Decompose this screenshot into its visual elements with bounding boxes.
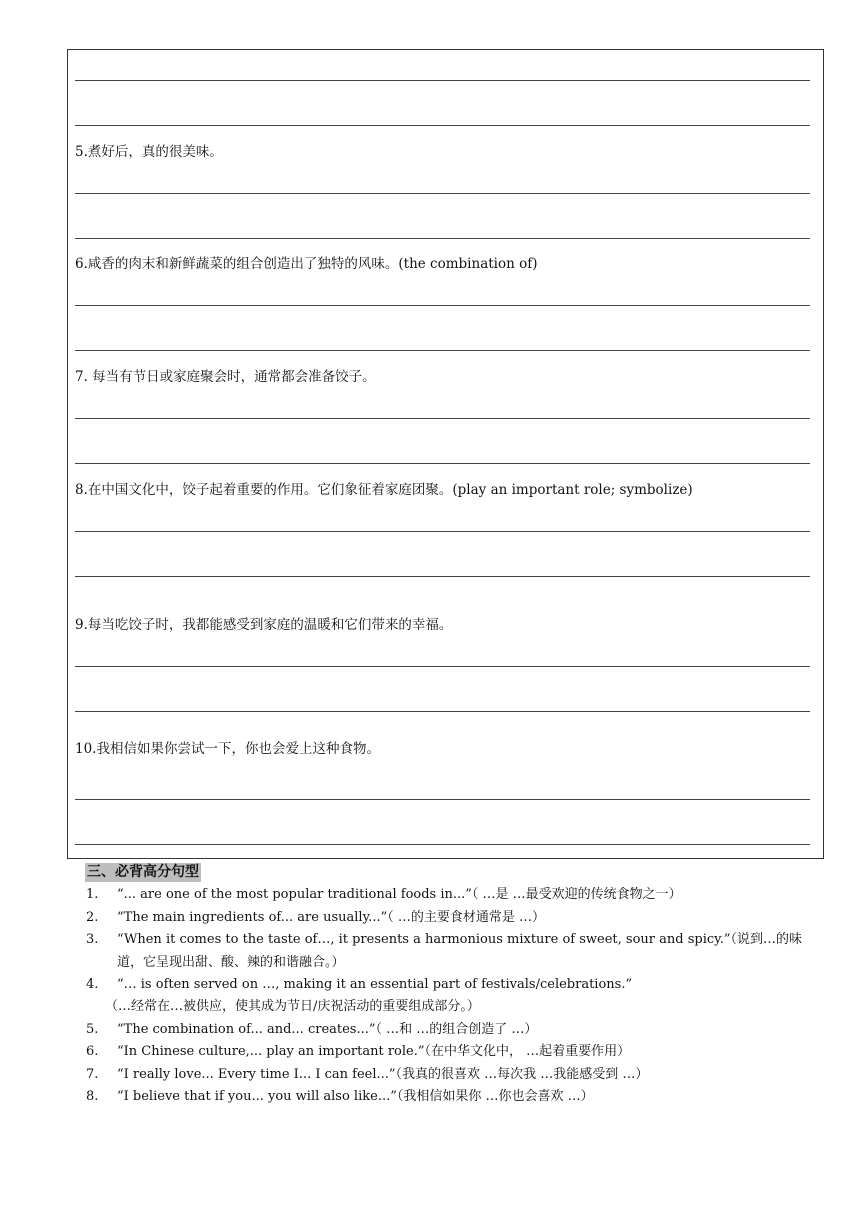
item-text: “I really love... Every time I... I can feel...”（我真的很喜欢 …每次我 …我能感受到 …）	[117, 1067, 649, 1082]
item-text: “When it comes to the taste of…, it presents a harmonious mixture of sweet, sour and spicy.”（说到…的味	[117, 932, 803, 947]
question-7: 7. 每当有节日或家庭聚会时，通常都会准备饺子。	[75, 369, 376, 385]
section-title: 三、必背高分句型	[87, 864, 199, 880]
answer-line	[75, 844, 810, 845]
item-text: “... are one of the most popular traditional foods in...”（ …是 …最受欢迎的传统食物之一）	[117, 887, 682, 902]
answer-line	[75, 350, 810, 351]
item-text: “The main ingredients of... are usually...”（ …的主要食材通常是 …）	[117, 910, 545, 925]
answer-line	[75, 418, 810, 419]
answer-line	[75, 576, 810, 577]
item-text: “In Chinese culture,... play an important role.”（在中华文化中， …起着重要作用）	[117, 1044, 631, 1059]
item-number: 8.	[86, 1089, 99, 1104]
answer-line	[75, 238, 810, 239]
question-6: 6.咸香的肉末和新鲜蔬菜的组合创造出了独特的风味。(the combination of)	[75, 256, 538, 272]
answer-line	[75, 125, 810, 126]
answer-line	[75, 666, 810, 667]
answer-line	[75, 711, 810, 712]
item-number: 4.	[86, 977, 99, 992]
item-number: 2.	[86, 910, 99, 925]
answer-line	[75, 799, 810, 800]
answer-line	[75, 531, 810, 532]
exercise-box	[67, 49, 824, 859]
answer-line	[75, 193, 810, 194]
question-9: 9.每当吃饺子时，我都能感受到家庭的温暖和它们带来的幸福。	[75, 617, 453, 633]
answer-line	[75, 305, 810, 306]
answer-line	[75, 463, 810, 464]
question-10: 10.我相信如果你尝试一下，你也会爱上这种食物。	[75, 741, 380, 757]
item-text-continued: （…经常在…被供应，使其成为节日/庆祝活动的重要组成部分。）	[105, 999, 480, 1014]
item-text: “… is often served on …, making it an essential part of festivals/celebrations.”	[117, 977, 633, 992]
item-text: “I believe that if you... you will also like...”（我相信如果你 …你也会喜欢 …）	[117, 1089, 594, 1104]
item-number: 3.	[86, 932, 99, 947]
answer-line	[75, 80, 810, 81]
item-text-continued: 道，它呈现出甜、酸、辣的和谐融合。）	[117, 955, 345, 970]
question-5: 5.煮好后，真的很美味。	[75, 144, 223, 160]
item-number: 1.	[86, 887, 99, 902]
item-number: 6.	[86, 1044, 99, 1059]
question-8: 8.在中国文化中，饺子起着重要的作用。它们象征着家庭团聚。(play an important role; symbolize)	[75, 482, 693, 498]
item-text: “The combination of... and... creates...”（ …和 …的组合创造了 …）	[117, 1022, 538, 1037]
item-number: 5.	[86, 1022, 99, 1037]
item-number: 7.	[86, 1067, 99, 1082]
